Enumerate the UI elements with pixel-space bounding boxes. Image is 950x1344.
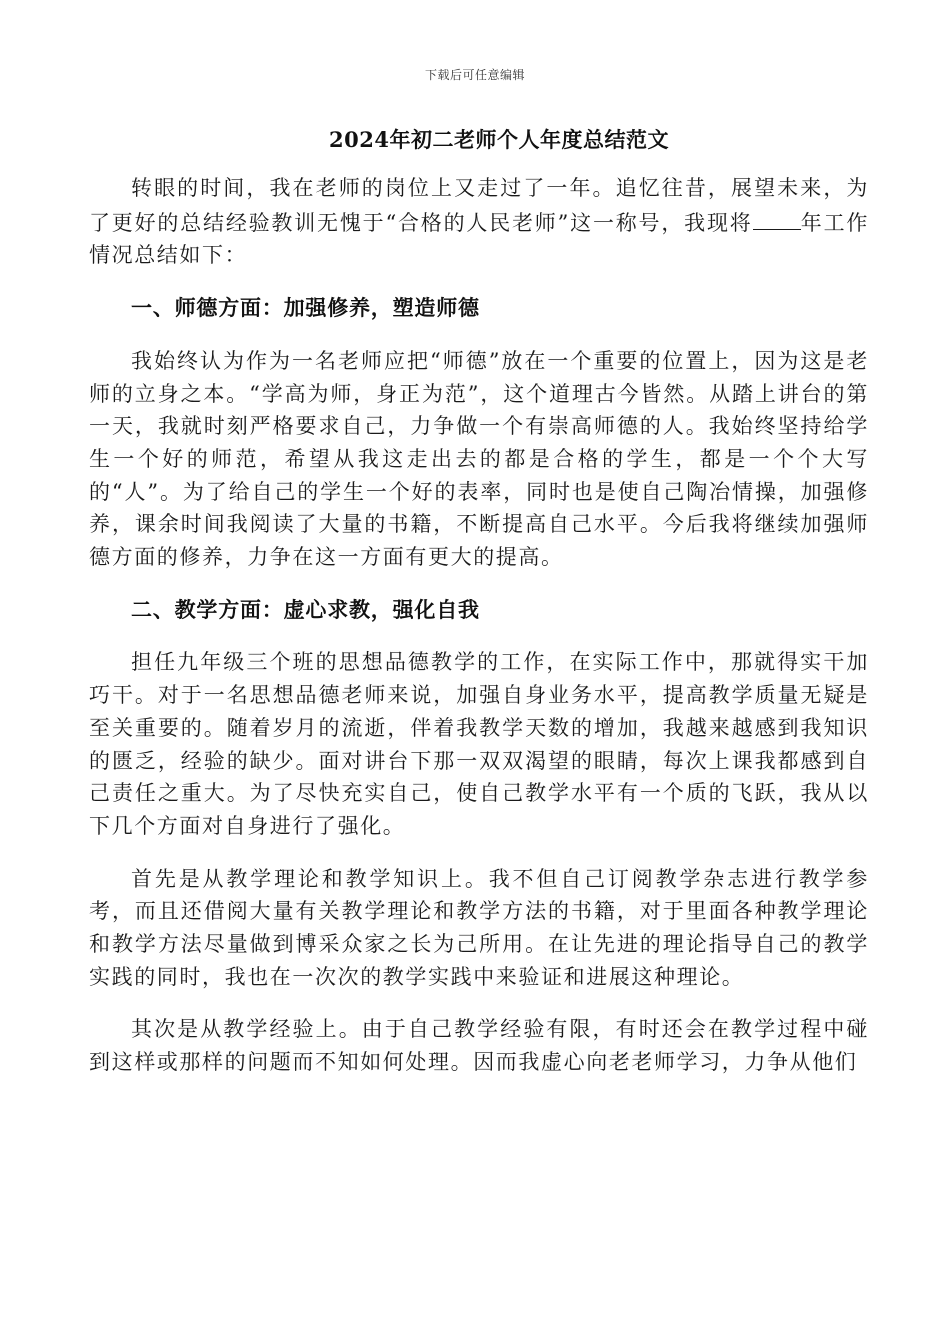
header-note: 下载后可任意编辑 [424,68,525,82]
teaching-paragraph-2: 首先是从教学理论和教学知识上。我不但自己订阅教学杂志进行教学参考，而且还借阅大量有关教学理论和教学方法的书籍，对于里面各种教学理论和教学方法尽量做到博采众家之长为己所用。在让先进的理论指导自己的教学实践的同时，我也在一次次的教学实践中来验证和进展这种理论。 [89,866,869,989]
section-heading-teaching: 二、教学方面：虚心求教，强化自我 [131,596,480,622]
document-body [89,172,869,1099]
intro-text-after-blank: 年工作情况总结如下： [89,210,869,268]
intro-paragraph [89,172,869,272]
teaching-paragraph-1: 担任九年级三个班的思想品德教学的工作，在实际工作中，那就得实干加巧干。对于一名思想品德老师来说，加强自身业务水平，提高教学质量无疑是至关重要的。随着岁月的流逝，伴着我教学天数的增加，我越来越感到我知识的匮乏，经验的缺少。面对讲台下那一双双渴望的眼睛，每次上课我都感到自己责任之重大。为了尽快充实自己，使自己教学水平有一个质的飞跃，我从以下几个方面对自身进行了强化。 [89,650,869,838]
teaching-paragraph-3: 其次是从教学经验上。由于自己教学经验有限，有时还会在教学过程中碰到这样或那样的问题而不知如何处理。因而我虚心向老老师学习，力争从他们 [89,1017,869,1075]
fill-in-blank [753,205,801,230]
document-title: 2024年初二老师个人年度总结范文 [329,127,669,152]
ethics-paragraph: 我始终认为作为一名老师应把“师德”放在一个重要的位置上，因为这是老师的立身之本。“学高为师，身正为范”，这个道理古今皆然。从踏上讲台的第一天，我就时刻严格要求自己，力争做一个有崇高师德的人。我始终坚持给学生一个好的师范，希望从我这走出去的都是合格的学生，都是一个个大写的“人”。为了给自己的学生一个好的表率，同时也是使自己陶冶情操，加强修养，课余时间我阅读了大量的书籍，不断提高自己水平。今后我将继续加强师德方面的修养，力争在这一方面有更大的提高。 [89,348,869,570]
intro-text-before-blank: 转眼的时间，我在老师的岗位上又走过了一年。追忆往昔，展望未来，为了更好的总结经验教训无愧于“合格的人民老师”这一称号，我现将 [89,176,869,235]
section-heading-ethics: 一、师德方面：加强修养，塑造师德 [131,295,480,321]
